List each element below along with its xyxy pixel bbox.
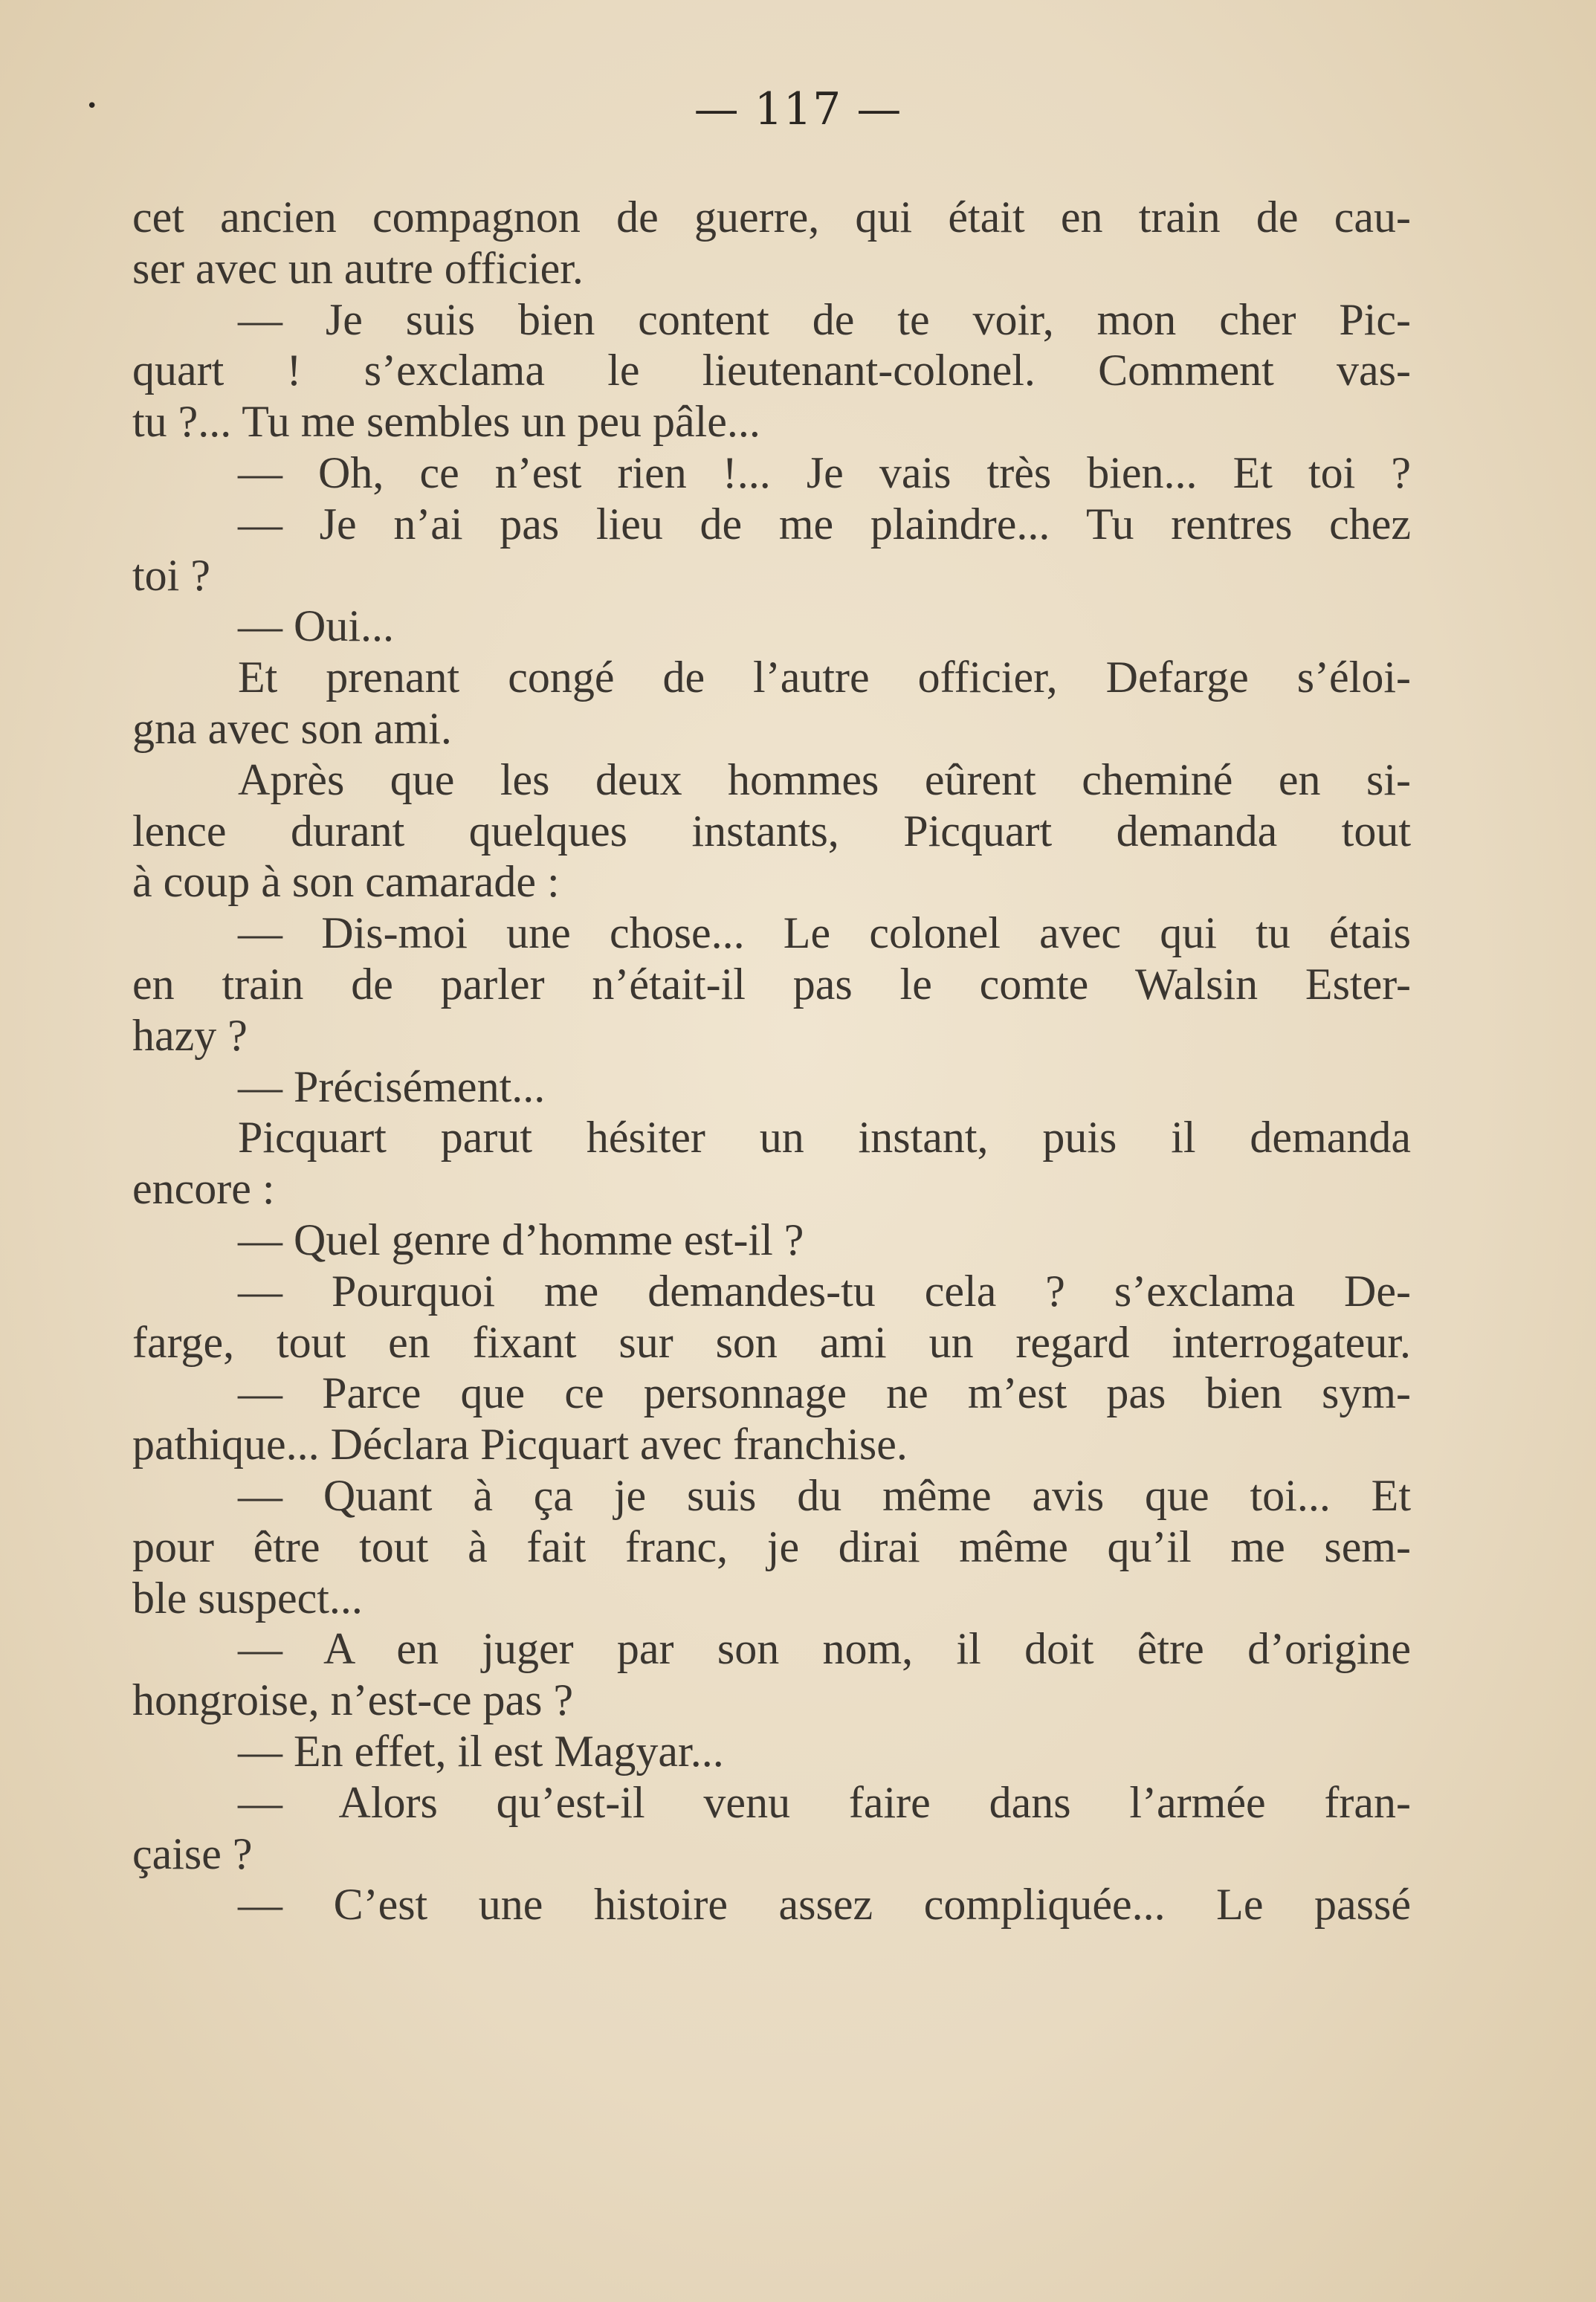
text-line: — En effet, il est Magyar... xyxy=(238,1726,724,1776)
text-line: hongroise, n’est-ce pas ? xyxy=(132,1675,574,1725)
text-line: quart ! s’exclama le lieutenant-colonel. Comment vas- xyxy=(132,346,1411,395)
text-line: gna avec son ami. xyxy=(132,703,452,753)
text-line: — A en juger par son nom, il doit être d’origine xyxy=(238,1624,1411,1674)
bullet-mark-icon: • xyxy=(86,95,98,117)
text-line: pathique... Déclara Picquart avec franchise. xyxy=(132,1420,908,1470)
text-line: toi ? xyxy=(132,550,210,600)
text-line: pour être tout à fait franc, je dirai même qu’il me sem- xyxy=(132,1522,1411,1571)
text-line: — Quant à ça je suis du même avis que toi... Et xyxy=(238,1470,1411,1520)
text-line: Après que les deux hommes eûrent cheminé en si- xyxy=(238,754,1411,804)
text-line: — Je suis bien content de te voir, mon cher Pic- xyxy=(238,294,1411,344)
body-text xyxy=(132,192,1411,1930)
text-line: hazy ? xyxy=(132,1010,248,1060)
text-line: farge, tout en fixant sur son ami un regard interrogateur. xyxy=(132,1317,1411,1367)
text-line: çaise ? xyxy=(132,1829,253,1878)
text-line: Picquart parut hésiter un instant, puis il demanda xyxy=(238,1113,1411,1163)
text-line: — Pourquoi me demandes-tu cela ? s’exclama De- xyxy=(238,1266,1411,1316)
text-line: — Dis-moi une chose... Le colonel avec qui tu étais xyxy=(238,908,1411,958)
text-line: — Alors qu’est-il venu faire dans l’armée fran- xyxy=(238,1777,1411,1827)
text-line: en train de parler n’était-il pas le comte Walsin Ester- xyxy=(132,959,1411,1009)
text-line: Et prenant congé de l’autre officier, Defarge s’éloi- xyxy=(238,653,1411,702)
text-line: — Oui... xyxy=(238,601,394,651)
text-line: ser avec un autre officier. xyxy=(132,243,584,293)
text-line: encore : xyxy=(132,1164,275,1214)
text-line: — Précisément... xyxy=(238,1061,546,1111)
text-line: à coup à son camarade : xyxy=(132,857,560,907)
text-line: lence durant quelques instants, Picquart demanda tout xyxy=(132,806,1411,856)
text-line: — Oh, ce n’est rien !... Je vais très bien... Et toi ? xyxy=(238,447,1411,497)
text-line: cet ancien compagnon de guerre, qui était en train de cau- xyxy=(132,193,1411,242)
text-line: — Je n’ai pas lieu de me plaindre... Tu rentres chez xyxy=(238,499,1411,549)
text-line: tu ?... Tu me sembles un peu pâle... xyxy=(132,397,760,447)
text-line: — Quel genre d’homme est-il ? xyxy=(238,1215,804,1264)
text-line: ble suspect... xyxy=(132,1573,363,1623)
page-number: — 117 — xyxy=(694,83,902,135)
text-line: — C’est une histoire assez compliquée... Le passé xyxy=(238,1880,1411,1930)
text-line: — Parce que ce personnage ne m’est pas bien sym- xyxy=(238,1368,1411,1418)
